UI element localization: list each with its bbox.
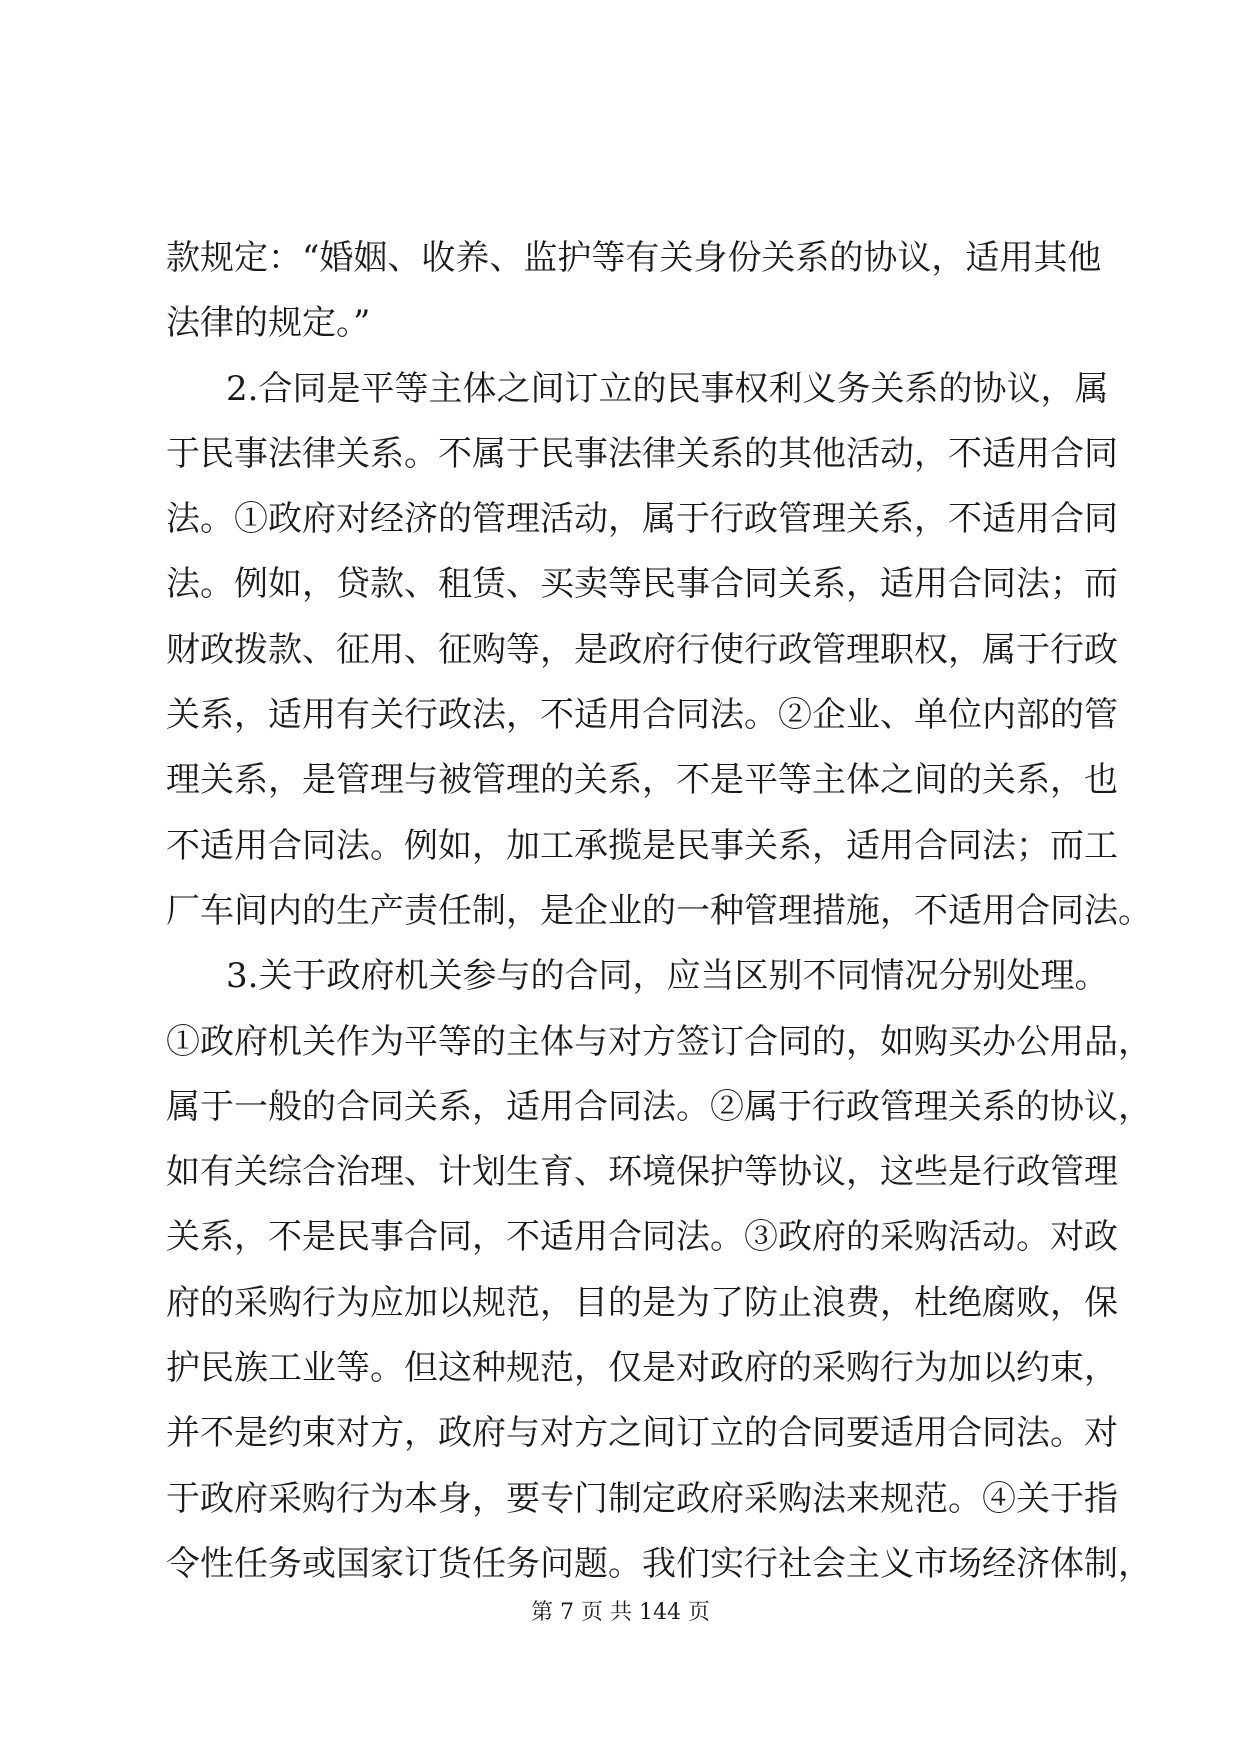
text-line: 理关系，是管理与被管理的关系，不是平等主体之间的关系，也 [166, 760, 1118, 801]
text-line: 法。例如，贷款、租赁、买卖等民事合同关系，适用合同法；而 [166, 564, 1118, 605]
text-line: 属于一般的合同关系，适用合同法。②属于行政管理关系的协议， [166, 1086, 1152, 1127]
page-footer: 第 7 页 共 144 页 [531, 1600, 710, 1625]
body-text [166, 226, 1152, 1597]
text-line: 府的采购行为应加以规范，目的是为了防止浪费，杜绝腐败，保 [166, 1282, 1118, 1323]
text-line: 并不是约束对方，政府与对方之间订立的合同要适用合同法。对 [166, 1413, 1118, 1454]
text-line: 如有关综合治理、计划生育、环境保护等协议，这些是行政管理 [166, 1152, 1118, 1193]
text-line: 财政拨款、征用、征购等，是政府行使行政管理职权，属于行政 [166, 629, 1118, 670]
text-line: 于民事法律关系。不属于民事法律关系的其他活动，不适用合同 [166, 433, 1118, 474]
text-line: 护民族工业等。但这种规范，仅是对政府的采购行为加以约束， [166, 1348, 1118, 1389]
text-line: 关系，不是民事合同，不适用合同法。③政府的采购活动。对政 [166, 1217, 1118, 1258]
text-line: 于政府采购行为本身，要专门制定政府采购法来规范。④关于指 [166, 1478, 1118, 1519]
text-line: 厂车间内的生产责任制，是企业的一种管理措施，不适用合同法。 [166, 890, 1152, 931]
text-line: 关系，适用有关行政法，不适用合同法。②企业、单位内部的管 [166, 695, 1118, 736]
text-line: 法律的规定。” [166, 303, 371, 344]
text-line: 不适用合同法。例如，加工承揽是民事关系，适用合同法；而工 [166, 825, 1118, 866]
text-line: 3.关于政府机关参与的合同，应当区别不同情况分别处理。 [226, 956, 1109, 997]
text-line: 款规定：“婚姻、收养、监护等有关身份关系的协议，适用其他 [166, 238, 1102, 278]
text-line: 2.合同是平等主体之间订立的民事权利义务关系的协议，属 [226, 368, 1109, 409]
text-line: ①政府机关作为平等的主体与对方签订合同的，如购买办公用品， [166, 1021, 1152, 1062]
text-line: 令性任务或国家订货任务问题。我们实行社会主义市场经济体制， [166, 1543, 1152, 1584]
text-line: 法。①政府对经济的管理活动，属于行政管理关系，不适用合同 [166, 499, 1118, 540]
